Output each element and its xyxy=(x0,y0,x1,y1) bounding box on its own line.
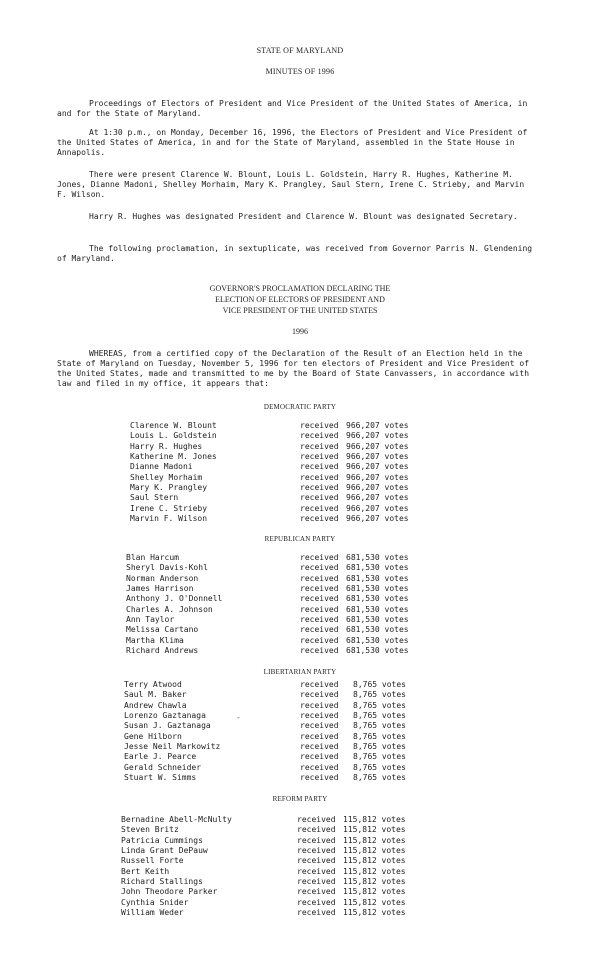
elector-row xyxy=(0,762,600,773)
elector-row xyxy=(0,845,600,856)
elector-row xyxy=(0,907,600,918)
vote-count: 681,530 votes xyxy=(346,615,409,625)
elector-name: Saul Stern xyxy=(130,493,179,503)
received-label: received xyxy=(300,452,339,462)
elector-name: Louis L. Goldstein xyxy=(130,431,217,441)
vote-count: 966,207 votes xyxy=(346,483,409,493)
elector-row xyxy=(0,710,600,721)
vote-count: 8,765 votes xyxy=(353,711,406,721)
received-label: received xyxy=(300,604,339,614)
elector-row xyxy=(0,482,600,493)
received-label: received xyxy=(300,615,339,625)
received-label: received xyxy=(300,690,339,700)
vote-count: 681,530 votes xyxy=(346,584,409,594)
received-label: received xyxy=(297,866,336,876)
proclamation-title-line: ELECTION OF ELECTORS OF PRESIDENT AND xyxy=(215,295,385,304)
received-label: received xyxy=(300,584,339,594)
paragraph-received: The following proclamation, in sextuplicate, was received from Governor Parris N. Glendening of Maryland. xyxy=(57,244,533,263)
elector-name: Irene C. Strieby xyxy=(130,503,208,513)
elector-name: Katherine M. Jones xyxy=(130,452,217,462)
vote-count: 966,207 votes xyxy=(346,431,409,441)
elector-row xyxy=(0,492,600,503)
elector-name: Marvin F. Wilson xyxy=(130,514,208,524)
received-label: received xyxy=(297,825,336,835)
elector-name: Andrew Chawla xyxy=(124,700,187,710)
received-label: received xyxy=(300,594,339,604)
state-heading: STATE OF MARYLAND xyxy=(256,46,344,55)
elector-row xyxy=(0,897,600,908)
vote-count: 115,812 votes xyxy=(343,846,406,856)
elector-row xyxy=(0,441,600,452)
elector-row xyxy=(0,835,600,846)
elector-name: Richard Andrews xyxy=(126,646,199,656)
vote-count: 966,207 votes xyxy=(346,503,409,513)
elector-row xyxy=(0,679,600,690)
elector-name: Susan J. Gaztanaga xyxy=(124,721,211,731)
elector-row xyxy=(0,503,600,514)
paragraph-present: There were present Clarence W. Blount, Louis L. Goldstein, Harry R. Hughes, Katherine M. Jones, Dianne Madoni, Shelley Morhaim, Mary K. Prangley, Saul Stern, Irene C. Strieby, and Marvin F. Wilson. xyxy=(57,170,525,199)
vote-count: 681,530 votes xyxy=(346,635,409,645)
elector-name: Bernadine Abell-McNulty xyxy=(121,815,232,824)
elector-name: Dianne Madoni xyxy=(130,462,193,472)
vote-count: 115,812 votes xyxy=(343,835,406,845)
received-label: received xyxy=(300,553,339,562)
vote-count: 8,765 votes xyxy=(353,752,406,762)
elector-name: Clarence W. Blount xyxy=(130,421,217,430)
elector-row xyxy=(0,513,600,524)
elector-row xyxy=(0,751,600,762)
elector-name: Earle J. Pearce xyxy=(124,752,197,762)
received-label: received xyxy=(300,441,339,451)
vote-count: 115,812 votes xyxy=(343,908,406,918)
elector-row xyxy=(0,562,600,573)
vote-count: 681,530 votes xyxy=(346,594,409,604)
received-label: received xyxy=(300,731,339,741)
elector-name: Shelley Morhaim xyxy=(130,472,203,482)
received-label: received xyxy=(300,514,339,524)
elector-row xyxy=(0,552,600,563)
elector-name: Stuart W. Simms xyxy=(124,773,197,783)
elector-row xyxy=(0,573,600,584)
vote-count: 115,812 votes xyxy=(343,815,406,824)
vote-count: 966,207 votes xyxy=(346,421,409,430)
party-heading: REPUBLICAN PARTY xyxy=(264,535,336,543)
elector-name: Blan Harcum xyxy=(126,553,179,562)
received-label: received xyxy=(300,483,339,493)
elector-name: Steven Britz xyxy=(121,825,179,835)
elector-row xyxy=(0,855,600,866)
elector-row xyxy=(0,700,600,711)
received-label: received xyxy=(300,503,339,513)
vote-count: 115,812 votes xyxy=(343,825,406,835)
elector-row xyxy=(0,461,600,472)
received-label: received xyxy=(297,887,336,897)
elector-row xyxy=(0,624,600,635)
elector-row xyxy=(0,604,600,615)
received-label: received xyxy=(300,752,339,762)
elector-row xyxy=(0,583,600,594)
vote-count: 8,765 votes xyxy=(353,680,406,689)
received-label: received xyxy=(297,815,336,824)
elector-name: Terry Atwood xyxy=(124,680,182,689)
vote-count: 966,207 votes xyxy=(346,441,409,451)
elector-name: Gene Hilborn xyxy=(124,731,182,741)
elector-row xyxy=(0,420,600,431)
elector-row xyxy=(0,593,600,604)
elector-row xyxy=(0,451,600,462)
vote-count: 8,765 votes xyxy=(353,690,406,700)
vote-count: 966,207 votes xyxy=(346,472,409,482)
elector-row xyxy=(0,741,600,752)
vote-count: 681,530 votes xyxy=(346,604,409,614)
elector-name: James Harrison xyxy=(126,584,194,594)
received-label: received xyxy=(300,573,339,583)
received-label: received xyxy=(300,773,339,783)
vote-count: 966,207 votes xyxy=(346,514,409,524)
received-label: received xyxy=(300,700,339,710)
paragraph-designation: Harry R. Hughes was designated President and Clarence W. Blount was designated Secretary. xyxy=(89,212,518,221)
vote-count: 115,812 votes xyxy=(343,877,406,887)
document-page: STATE OF MARYLAND MINUTES OF 1996 Proceedings of Electors of President and Vice President of the United States of America, in and for the State of Maryland. At 1:30 p.m., on Monday, December 16, 1996, the Electors of President and Vice President of the United States of America, in and for the State of Maryland, assembled in the State House in Annapolis. There were present Clarence W. Blount, Louis L. Goldstein, Harry R. Hughes, Katherine M. Jones, Dianne Madoni, Shelley Morhaim, Mary K. Prangley, Saul Stern, Irene C. Strieby, and Marvin F. Wilson. Harry R. Hughes was designated President and Clarence W. Blount was designated Secretary. The following proclamation, in sextuplicate, was received from Governor Parris N. Glendening of Maryland. GOVERNOR'S PROCLAMATION DECLARING THE ELECTION OF ELECTORS OF PRESIDENT AND VICE PRESIDENT OF THE UNITED STATES 1996 WHEREAS, from a certified copy of the Declaration of the Result of an Election held in the State of Maryland on Tuesday, November 5, 1996 for ten electors of President and Vice President of the United States, made and transmitted to me by the Board of State Canvassers, in accordance with law and filed in my office, it appears that: DEMOCRATIC PARTY Clarence W. Blount received 966,207 votes Louis L. Goldstein received 966,207 votes Harry R. Hughes received 966,207 votes Katherine M. Jones received 966,207 votes Dianne Madoni received 966,207 votes Shelley Morhaim received 966,207 votes Mary K. Prangley received 966,207 votes Saul Stern received 966,207 votes Irene C. Strieby received 966,207 votes Marvin F. Wilson received 966,207 votes REPUBLICAN PARTY Blan Harcum received 681,530 votes Sheryl Davis-Kohl received 681,530 votes Norman Anderson received 681,530 votes James Harrison received 681,530 votes Anthony J. O'Donnell received 681,530 votes Charles A. Johnson received 681,530 votes Ann Taylor received 681,530 votes Melissa Cartano received 681,530 votes Martha Klima received 681,530 votes Richard Andrews received 681,530 votes LIBERTARIAN PARTY Terry Atwood received 8,765 votes Saul M. Baker received 8,765 votes Andrew Chawla received 8,765 votes Lorenzo Gaztanaga received 8,765 votes Susan J. Gaztanaga received 8,765 votes Gene Hilborn received 8,765 votes Jesse Neil Markowitz received 8,765 votes Earle J. Pearce received 8,765 votes Gerald Schneider received 8,765 votes Stuart W. Simms received 8,765 votes REFORM PARTY Bernadine Abell-McNulty received 115,812 votes Steven Britz received 115,812 votes Patricia Cummings received 115,812 votes Linda Grant DePauw received 115,812 votes Russell Forte received 115,812 votes Bert Keith received 115,812 votes Richard Stallings received 115,812 votes John Theodore Parker received 115,812 votes Cynthia Snider received 115,812 votes William Weder received 115,812 votes - xyxy=(0,0,600,978)
received-label: received xyxy=(300,431,339,441)
elector-name: William Weder xyxy=(121,908,184,918)
elector-name: Bert Keith xyxy=(121,866,170,876)
elector-row xyxy=(0,731,600,742)
elector-name: Ann Taylor xyxy=(126,615,175,625)
received-label: received xyxy=(300,472,339,482)
elector-name: Sheryl Davis-Kohl xyxy=(126,563,208,573)
elector-row xyxy=(0,772,600,783)
received-label: received xyxy=(297,835,336,845)
elector-name: Melissa Cartano xyxy=(126,625,199,635)
received-label: received xyxy=(300,762,339,772)
elector-name: Cynthia Snider xyxy=(121,897,189,907)
received-label: received xyxy=(300,625,339,635)
received-label: received xyxy=(297,897,336,907)
received-label: received xyxy=(300,421,339,430)
vote-count: 966,207 votes xyxy=(346,493,409,503)
proclamation-title-line: GOVERNOR'S PROCLAMATION DECLARING THE xyxy=(209,284,391,293)
received-label: received xyxy=(300,646,339,656)
elector-name: Martha Klima xyxy=(126,635,184,645)
received-label: received xyxy=(297,877,336,887)
elector-row xyxy=(0,814,600,825)
elector-name: Jesse Neil Markowitz xyxy=(124,742,221,752)
elector-row xyxy=(0,824,600,835)
elector-row xyxy=(0,614,600,625)
vote-count: 8,765 votes xyxy=(353,731,406,741)
party-heading: LIBERTARIAN PARTY xyxy=(263,668,337,676)
paragraph-whereas: WHEREAS, from a certified copy of the Declaration of the Result of an Election held in the State of Maryland on Tuesday, November 5, 1996 for ten electors of President and Vice President of the United States, made and transmitted to me by the Board of State Canvassers, in accordance with law and filed in my office, it appears that: xyxy=(57,349,530,388)
received-label: received xyxy=(300,742,339,752)
elector-name: John Theodore Parker xyxy=(121,887,218,897)
vote-count: 115,812 votes xyxy=(343,856,406,866)
elector-name: Anthony J. O'Donnell xyxy=(126,594,223,604)
received-label: received xyxy=(300,635,339,645)
received-label: received xyxy=(300,493,339,503)
vote-count: 681,530 votes xyxy=(346,573,409,583)
received-label: received xyxy=(300,462,339,472)
proclamation-title xyxy=(0,283,600,316)
vote-count: 115,812 votes xyxy=(343,887,406,897)
elector-row xyxy=(0,430,600,441)
vote-count: 681,530 votes xyxy=(346,646,409,656)
proclamation-year: 1996 xyxy=(292,327,308,336)
party-heading: REFORM PARTY xyxy=(272,795,328,803)
paragraph-assembly: At 1:30 p.m., on Monday, December 16, 1996, the Electors of President and Vice President of the United States of America, in and for the State of Maryland, assembled in the State House in Annapolis. xyxy=(57,128,528,157)
received-label: received xyxy=(297,856,336,866)
vote-count: 8,765 votes xyxy=(353,773,406,783)
paragraph-proceedings: Proceedings of Electors of President and Vice President of the United States of America, in and for the State of Maryland. xyxy=(57,99,528,118)
elector-name: Charles A. Johnson xyxy=(126,604,213,614)
elector-name: Gerald Schneider xyxy=(124,762,202,772)
received-label: received xyxy=(300,711,339,721)
received-label: received xyxy=(300,680,339,689)
elector-name: Norman Anderson xyxy=(126,573,199,583)
vote-count: 966,207 votes xyxy=(346,462,409,472)
vote-count: 115,812 votes xyxy=(343,866,406,876)
elector-row xyxy=(0,635,600,646)
elector-row xyxy=(0,720,600,731)
elector-name: Patricia Cummings xyxy=(121,835,203,845)
vote-count: 681,530 votes xyxy=(346,625,409,635)
elector-row xyxy=(0,472,600,483)
vote-count: 8,765 votes xyxy=(353,762,406,772)
received-label: received xyxy=(297,846,336,856)
proclamation-title-line: VICE PRESIDENT OF THE UNITED STATES xyxy=(222,306,378,315)
elector-row xyxy=(0,689,600,700)
elector-name: Linda Grant DePauw xyxy=(121,846,208,856)
vote-count: 115,812 votes xyxy=(343,897,406,907)
vote-count: 8,765 votes xyxy=(353,742,406,752)
received-label: received xyxy=(300,721,339,731)
elector-name: Saul M. Baker xyxy=(124,690,187,700)
vote-count: 966,207 votes xyxy=(346,452,409,462)
vote-count: 681,530 votes xyxy=(346,563,409,573)
elector-name: Russell Forte xyxy=(121,856,184,866)
elector-row xyxy=(0,886,600,897)
received-label: received xyxy=(297,908,336,918)
minutes-heading: MINUTES OF 1996 xyxy=(265,67,335,76)
elector-name: Mary K. Prangley xyxy=(130,483,208,493)
elector-row xyxy=(0,645,600,656)
elector-name: Harry R. Hughes xyxy=(130,441,203,451)
elector-name: Lorenzo Gaztanaga xyxy=(124,711,206,721)
elector-row xyxy=(0,866,600,877)
vote-count: 681,530 votes xyxy=(346,553,409,562)
vote-count: 8,765 votes xyxy=(353,721,406,731)
party-heading: DEMOCRATIC PARTY xyxy=(263,403,337,411)
elector-row xyxy=(0,876,600,887)
elector-name: Richard Stallings xyxy=(121,877,203,887)
vote-count: 8,765 votes xyxy=(353,700,406,710)
received-label: received xyxy=(300,563,339,573)
